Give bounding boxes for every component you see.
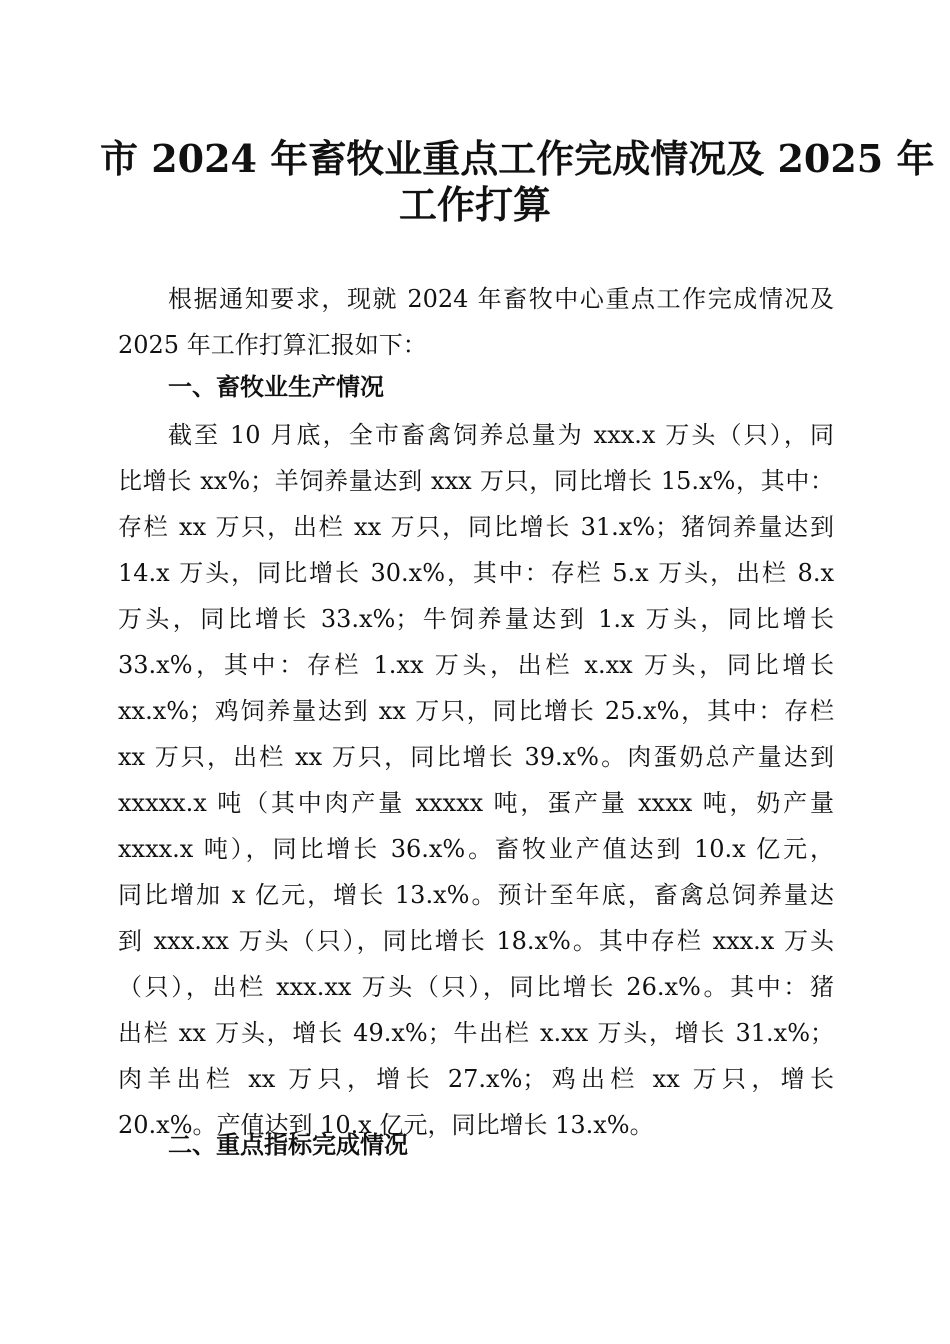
para-line-12: 到 xxx.xx 万头（只），同比增长 18.x%。其中存栏 xxx.x 万头 — [118, 927, 834, 955]
title-line-1: 市 2024 年畜牧业重点工作完成情况及 2025 年 — [100, 136, 935, 181]
para-line-13: （只），出栏 xxx.xx 万头（只），同比增长 26.x%。其中：猪 — [118, 973, 834, 1001]
para-line-11: 同比增加 x 亿元，增长 13.x%。预计至年底，畜禽总饲养量达 — [118, 881, 834, 909]
para-line-16: 20.x%。产值达到 10.x 亿元，同比增长 13.x%。 — [118, 1111, 654, 1139]
intro-line-1: 根据通知要求，现就 2024 年畜牧中心重点工作完成情况及 — [168, 285, 834, 313]
production-paragraph — [118, 412, 834, 1148]
para-line-7: xx.x%；鸡饲养量达到 xx 万只，同比增长 25.x%，其中：存栏 — [118, 697, 834, 725]
intro-paragraph — [118, 276, 834, 368]
para-line-6: 33.x%，其中：存栏 1.xx 万头，出栏 x.xx 万头，同比增长 — [118, 651, 834, 679]
para-line-3: 存栏 xx 万只，出栏 xx 万只，同比增长 31.x%；猪饲养量达到 — [118, 513, 834, 541]
section-heading-1: 一、畜牧业生产情况 — [168, 373, 384, 401]
para-line-14: 出栏 xx 万头，增长 49.x%；牛出栏 x.xx 万头，增长 31.x%； — [118, 1019, 834, 1047]
para-line-10: xxxx.x 吨），同比增长 36.x%。畜牧业产值达到 10.x 亿元， — [118, 835, 834, 863]
para-line-9: xxxxx.x 吨（其中肉产量 xxxxx 吨，蛋产量 xxxx 吨，奶产量 — [118, 789, 834, 817]
para-line-4: 14.x 万头，同比增长 30.x%，其中：存栏 5.x 万头，出栏 8.x — [118, 559, 834, 587]
para-line-1: 截至 10 月底，全市畜禽饲养总量为 xxx.x 万头（只），同 — [168, 421, 834, 449]
intro-line-2: 2025 年工作打算汇报如下： — [118, 331, 427, 359]
title-line-2: 工作打算 — [398, 182, 551, 227]
para-line-5: 万头，同比增长 33.x%；牛饲养量达到 1.x 万头，同比增长 — [118, 605, 834, 633]
para-line-8: xx 万只，出栏 xx 万只，同比增长 39.x%。肉蛋奶总产量达到 — [118, 743, 834, 771]
para-line-2: 比增长 xx%；羊饲养量达到 xxx 万只，同比增长 15.x%，其中： — [118, 467, 834, 495]
document-title — [100, 136, 935, 228]
para-line-15: 肉羊出栏 xx 万只，增长 27.x%；鸡出栏 xx 万只，增长 — [118, 1065, 834, 1093]
section-heading-2: 二、重点指标完成情况 — [168, 1131, 408, 1159]
